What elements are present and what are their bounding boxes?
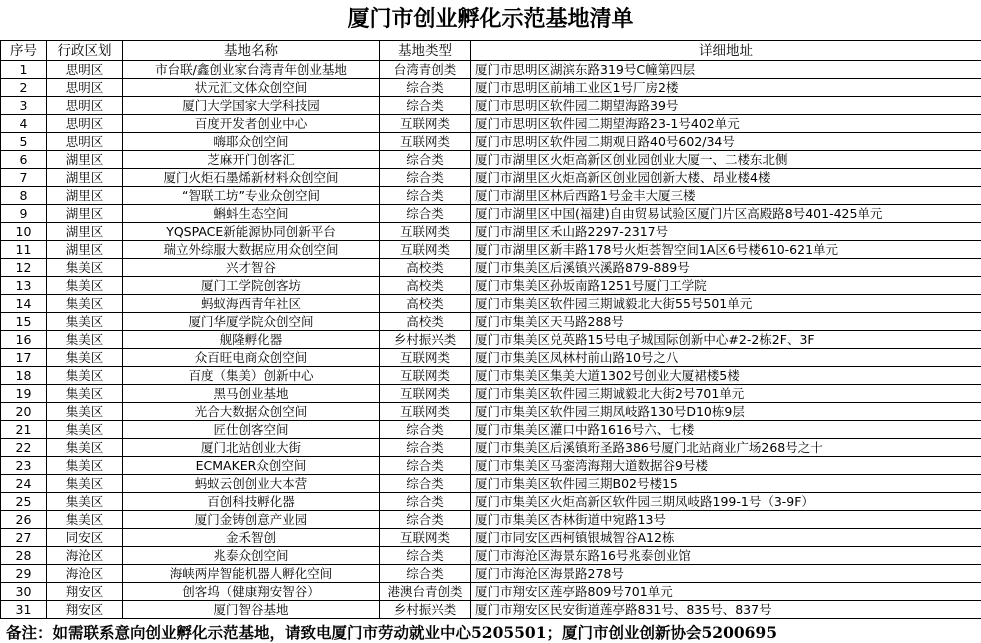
- table-row: [1, 583, 981, 601]
- cell-base-name: 百度（集美）创新中心: [123, 367, 380, 385]
- table-row: [1, 547, 981, 565]
- cell-district: 思明区: [47, 133, 123, 151]
- cell-base-type: 高校类: [380, 277, 471, 295]
- cell-base-type: 综合类: [380, 79, 471, 97]
- cell-base-type: 台湾青创类: [380, 61, 471, 79]
- table-row: [1, 205, 981, 223]
- cell-base-type: 综合类: [380, 547, 471, 565]
- table-row: [1, 169, 981, 187]
- cell-district: 集美区: [47, 421, 123, 439]
- cell-index: 28: [1, 547, 47, 565]
- cell-district: 思明区: [47, 61, 123, 79]
- cell-district: 湖里区: [47, 205, 123, 223]
- cell-address: 厦门市思明区软件园二期望海路39号: [471, 97, 981, 115]
- cell-address: 厦门市湖里区中国(福建)自由贸易试验区厦门片区高殿路8号401-425单元: [471, 205, 981, 223]
- table-row: [1, 403, 981, 421]
- cell-index: 6: [1, 151, 47, 169]
- cell-base-type: 综合类: [380, 439, 471, 457]
- cell-base-type: 互联网类: [380, 115, 471, 133]
- table-row: [1, 277, 981, 295]
- cell-index: 30: [1, 583, 47, 601]
- cell-district: 集美区: [47, 295, 123, 313]
- cell-base-type: 综合类: [380, 475, 471, 493]
- cell-district: 集美区: [47, 403, 123, 421]
- cell-district: 海沧区: [47, 547, 123, 565]
- cell-index: 11: [1, 241, 47, 259]
- cell-base-name: 蚂蚁云创创业大本营: [123, 475, 380, 493]
- table-row: [1, 97, 981, 115]
- cell-address: 厦门市集美区软件园三期诚毅北大街2号701单元: [471, 385, 981, 403]
- cell-base-type: 高校类: [380, 295, 471, 313]
- cell-address: 厦门市翔安区莲亭路809号701单元: [471, 583, 981, 601]
- cell-base-name: 厦门金铸创意产业园: [123, 511, 380, 529]
- cell-base-type: 互联网类: [380, 529, 471, 547]
- cell-base-type: 互联网类: [380, 241, 471, 259]
- cell-index: 16: [1, 331, 47, 349]
- header-district: 行政区划: [47, 41, 123, 61]
- cell-base-type: 高校类: [380, 313, 471, 331]
- cell-address: 厦门市海沧区海景路278号: [471, 565, 981, 583]
- cell-index: 7: [1, 169, 47, 187]
- cell-base-type: 综合类: [380, 565, 471, 583]
- cell-base-type: 互联网类: [380, 223, 471, 241]
- cell-index: 31: [1, 601, 47, 619]
- page-title: 厦门市创业孵化示范基地清单: [347, 7, 634, 32]
- cell-base-name: 瑞立外综服大数据应用众创空间: [123, 241, 380, 259]
- cell-index: 29: [1, 565, 47, 583]
- header-index: 序号: [1, 41, 47, 61]
- cell-district: 集美区: [47, 475, 123, 493]
- cell-base-name: 光合大数据众创空间: [123, 403, 380, 421]
- cell-base-name: 厦门华厦学院众创空间: [123, 313, 380, 331]
- cell-address: 厦门市湖里区新丰路178号火炬荟智空间1A区6号楼610-621单元: [471, 241, 981, 259]
- table-row: [1, 529, 981, 547]
- table-row: [1, 349, 981, 367]
- cell-base-name: 状元汇文体众创空间: [123, 79, 380, 97]
- cell-address: 厦门市思明区前埔工业区1号厂房2楼: [471, 79, 981, 97]
- table-row: [1, 259, 981, 277]
- cell-base-type: 综合类: [380, 169, 471, 187]
- cell-base-type: 互联网类: [380, 349, 471, 367]
- cell-district: 思明区: [47, 79, 123, 97]
- cell-base-type: 互联网类: [380, 385, 471, 403]
- cell-address: 厦门市集美区软件园三期凤岐路130号D10栋9层: [471, 403, 981, 421]
- cell-address: 厦门市集美区兑英路15号电子城国际创新中心#2-2栋2F、3F: [471, 331, 981, 349]
- cell-address: 厦门市思明区软件园二期望海路23-1号402单元: [471, 115, 981, 133]
- cell-index: 25: [1, 493, 47, 511]
- cell-index: 15: [1, 313, 47, 331]
- table-row: [1, 61, 981, 79]
- table-row: [1, 115, 981, 133]
- cell-address: 厦门市集美区软件园三期诚毅北大街55号501单元: [471, 295, 981, 313]
- cell-address: 厦门市海沧区海景东路16号兆泰创业馆: [471, 547, 981, 565]
- cell-index: 18: [1, 367, 47, 385]
- cell-base-name: 厦门工学院创客坊: [123, 277, 380, 295]
- cell-address: 厦门市集美区灌口中路1616号六、七楼: [471, 421, 981, 439]
- cell-index: 17: [1, 349, 47, 367]
- cell-district: 集美区: [47, 277, 123, 295]
- cell-index: 10: [1, 223, 47, 241]
- table-row: [1, 313, 981, 331]
- cell-base-name: 金禾智创: [123, 529, 380, 547]
- cell-address: 厦门市湖里区禾山路2297-2317号: [471, 223, 981, 241]
- table-row: [1, 457, 981, 475]
- cell-index: 3: [1, 97, 47, 115]
- cell-district: 集美区: [47, 457, 123, 475]
- cell-district: 湖里区: [47, 241, 123, 259]
- cell-district: 集美区: [47, 385, 123, 403]
- cell-index: 19: [1, 385, 47, 403]
- cell-base-name: 百度开发者创业中心: [123, 115, 380, 133]
- cell-base-name: 兆泰众创空间: [123, 547, 380, 565]
- cell-index: 20: [1, 403, 47, 421]
- cell-district: 湖里区: [47, 223, 123, 241]
- cell-base-name: 百创科技孵化器: [123, 493, 380, 511]
- cell-district: 思明区: [47, 115, 123, 133]
- cell-index: 2: [1, 79, 47, 97]
- cell-base-name: 黑马创业基地: [123, 385, 380, 403]
- cell-district: 湖里区: [47, 187, 123, 205]
- cell-base-type: 乡村振兴类: [380, 331, 471, 349]
- cell-index: 8: [1, 187, 47, 205]
- cell-base-name: 兴才智谷: [123, 259, 380, 277]
- cell-address: 厦门市同安区西柯镇银城智谷A12栋: [471, 529, 981, 547]
- cell-index: 26: [1, 511, 47, 529]
- cell-district: 集美区: [47, 367, 123, 385]
- cell-index: 24: [1, 475, 47, 493]
- table-row: [1, 367, 981, 385]
- cell-address: 厦门市集美区天马路288号: [471, 313, 981, 331]
- cell-base-name: 众百旺电商众创空间: [123, 349, 380, 367]
- cell-address: 厦门市集美区火炬高新区软件园三期凤岐路199-1号（3-9F）: [471, 493, 981, 511]
- cell-index: 22: [1, 439, 47, 457]
- header-address: 详细地址: [471, 41, 981, 61]
- cell-base-type: 互联网类: [380, 367, 471, 385]
- cell-base-type: 综合类: [380, 511, 471, 529]
- cell-base-name: 海峡两岸智能机器人孵化空间: [123, 565, 380, 583]
- header-base-name: 基地名称: [123, 41, 380, 61]
- cell-base-name: 嗨耶众创空间: [123, 133, 380, 151]
- cell-base-type: 综合类: [380, 493, 471, 511]
- cell-district: 集美区: [47, 259, 123, 277]
- table-row: [1, 79, 981, 97]
- cell-district: 集美区: [47, 511, 123, 529]
- cell-district: 湖里区: [47, 151, 123, 169]
- table-row: [1, 331, 981, 349]
- cell-address: 厦门市集美区马銮湾海翔大道数据谷9号楼: [471, 457, 981, 475]
- cell-base-name: 匠仕创客空间: [123, 421, 380, 439]
- cell-district: 集美区: [47, 493, 123, 511]
- cell-district: 湖里区: [47, 169, 123, 187]
- table-row: [1, 475, 981, 493]
- cell-district: 海沧区: [47, 565, 123, 583]
- cell-base-type: 综合类: [380, 421, 471, 439]
- cell-base-name: 厦门火炬石墨烯新材料众创空间: [123, 169, 380, 187]
- cell-district: 集美区: [47, 331, 123, 349]
- cell-index: 12: [1, 259, 47, 277]
- cell-index: 13: [1, 277, 47, 295]
- cell-district: 翔安区: [47, 601, 123, 619]
- cell-base-type: 综合类: [380, 187, 471, 205]
- table-row: [1, 493, 981, 511]
- table-row: [1, 241, 981, 259]
- header-base-type: 基地类型: [380, 41, 471, 61]
- cell-district: 思明区: [47, 97, 123, 115]
- cell-base-type: 互联网类: [380, 403, 471, 421]
- cell-index: 1: [1, 61, 47, 79]
- table-row: [1, 439, 981, 457]
- table-row: [1, 295, 981, 313]
- table-row: [1, 385, 981, 403]
- cell-base-name: 舰隆孵化器: [123, 331, 380, 349]
- cell-base-type: 互联网类: [380, 133, 471, 151]
- cell-base-type: 高校类: [380, 259, 471, 277]
- table-row: [1, 133, 981, 151]
- cell-address: 厦门市集美区后溪镇兴溪路879-889号: [471, 259, 981, 277]
- cell-base-name: 创客坞（健康翔安智谷）: [123, 583, 380, 601]
- footer-note: 备注：如需联系意向创业孵化示范基地，请致电厦门市劳动就业中心5205501；厦门市创业创新协会5200695: [6, 623, 777, 642]
- cell-district: 翔安区: [47, 583, 123, 601]
- cell-index: 5: [1, 133, 47, 151]
- table-header-row: [1, 41, 981, 61]
- cell-address: 厦门市湖里区林后西路1号金丰大厦三楼: [471, 187, 981, 205]
- cell-base-type: 综合类: [380, 205, 471, 223]
- cell-base-name: 蚂蚁海西青年社区: [123, 295, 380, 313]
- cell-address: 厦门市集美区后溪镇珩圣路386号厦门北站商业广场268号之十: [471, 439, 981, 457]
- cell-address: 厦门市集美区软件园三期B02号楼15: [471, 475, 981, 493]
- cell-address: 厦门市集美区杏林街道中宛路13号: [471, 511, 981, 529]
- cell-address: 厦门市思明区软件园二期观日路40号602/34号: [471, 133, 981, 151]
- cell-index: 4: [1, 115, 47, 133]
- cell-address: 厦门市翔安区民安街道莲亭路831号、835号、837号: [471, 601, 981, 619]
- cell-base-name: YQSPACE新能源协同创新平台: [123, 223, 380, 241]
- cell-index: 9: [1, 205, 47, 223]
- cell-address: 厦门市湖里区火炬高新区创业园创新大楼、昂业楼4楼: [471, 169, 981, 187]
- cell-base-name: 蝌蚪生态空间: [123, 205, 380, 223]
- cell-base-type: 综合类: [380, 151, 471, 169]
- table-row: [1, 151, 981, 169]
- table-row: [1, 601, 981, 619]
- cell-base-type: 港澳台青创类: [380, 583, 471, 601]
- cell-base-name: 厦门北站创业大街: [123, 439, 380, 457]
- cell-address: 厦门市集美区集美大道1302号创业大厦裙楼5楼: [471, 367, 981, 385]
- cell-address: 厦门市集美区凤林村前山路10号之八: [471, 349, 981, 367]
- cell-base-name: 厦门大学国家大学科技园: [123, 97, 380, 115]
- cell-district: 集美区: [47, 349, 123, 367]
- cell-address: 厦门市集美区孙坂南路1251号厦门工学院: [471, 277, 981, 295]
- cell-index: 27: [1, 529, 47, 547]
- cell-base-name: 芝麻开门创客汇: [123, 151, 380, 169]
- base-list-table: [0, 40, 981, 619]
- table-row: [1, 187, 981, 205]
- cell-base-name: ECMAKER众创空间: [123, 457, 380, 475]
- cell-index: 21: [1, 421, 47, 439]
- cell-district: 同安区: [47, 529, 123, 547]
- cell-address: 厦门市湖里区火炬高新区创业园创业大厦一、二楼东北侧: [471, 151, 981, 169]
- cell-base-type: 综合类: [380, 97, 471, 115]
- cell-base-name: 市台联/鑫创业家台湾青年创业基地: [123, 61, 380, 79]
- cell-base-name: 厦门智谷基地: [123, 601, 380, 619]
- table-row: [1, 421, 981, 439]
- cell-base-type: 综合类: [380, 457, 471, 475]
- table-row: [1, 223, 981, 241]
- cell-address: 厦门市思明区湖滨东路319号C幢第四层: [471, 61, 981, 79]
- table-row: [1, 511, 981, 529]
- cell-base-name: “智联工坊”专业众创空间: [123, 187, 380, 205]
- cell-index: 14: [1, 295, 47, 313]
- cell-index: 23: [1, 457, 47, 475]
- cell-district: 集美区: [47, 439, 123, 457]
- cell-district: 集美区: [47, 313, 123, 331]
- cell-base-type: 乡村振兴类: [380, 601, 471, 619]
- table-row: [1, 565, 981, 583]
